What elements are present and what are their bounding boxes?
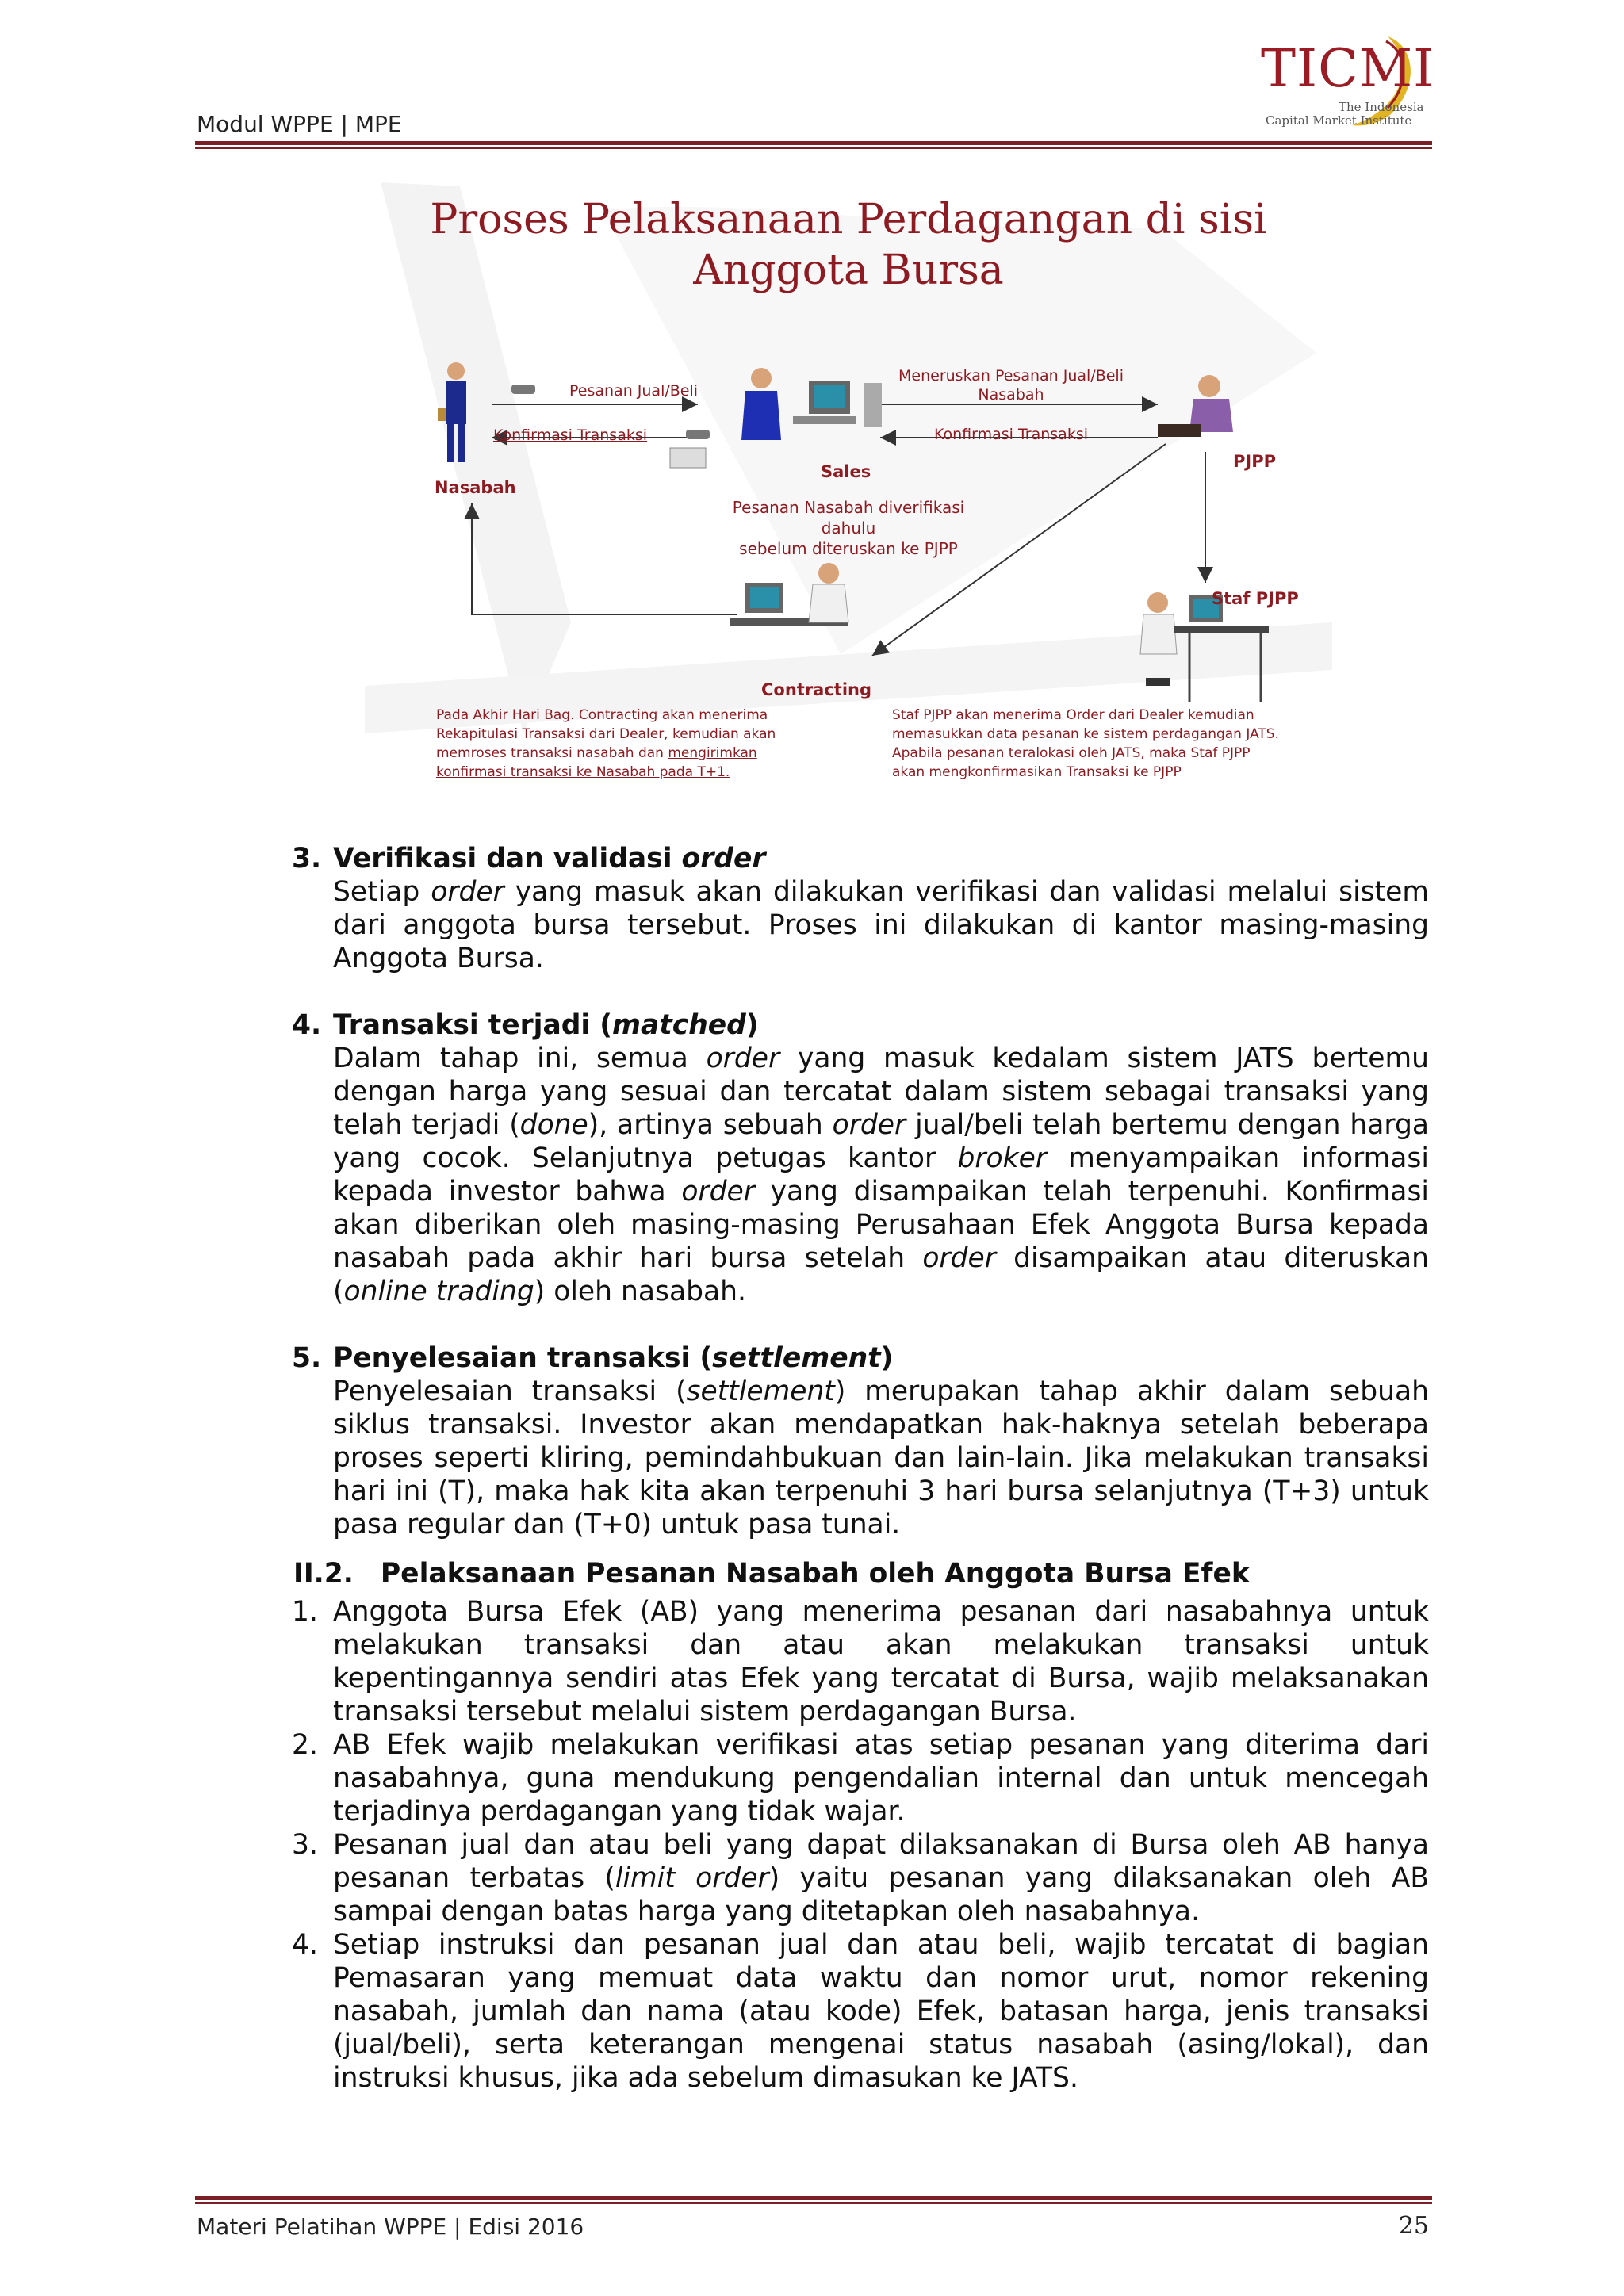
list-number: 1. (292, 1596, 318, 1628)
body-italic: order (706, 1043, 780, 1074)
item-3 (292, 842, 1429, 975)
body-italic: settlement (686, 1376, 835, 1407)
header-rule-thin (195, 147, 1432, 149)
ticmi-logo (1253, 30, 1435, 129)
list-text: Setiap instruksi dan pesanan jual dan atau beli, wajib tercatat di bagian Pemasaran yang memuat data waktu dan nomor urut, nomor rekening nasabah, jumlah dan nama (atau kode) Efek, batasan harga, jenis transaksi (jual/beli), serta keterangan mengenai status nasabah (asing/lokal), dan instruksi khusus, jika ada sebelum dimasukan ke JATS. (333, 1929, 1429, 2094)
item-5 (292, 1341, 1429, 1541)
item-heading-italic: matched (612, 1009, 746, 1041)
note-left-underline: mengirimkan (668, 745, 757, 761)
note-right-line: memasukkan data pesanan ke sistem perdagangan JATS. (892, 726, 1279, 742)
label-pesanan: Pesanan Jual/Beli (569, 382, 699, 400)
body-text: Setiap (333, 876, 431, 908)
note-left-line: memroses transaksi nasabah dan (436, 745, 668, 761)
role-sales: Sales (821, 462, 871, 481)
body-text: disampaikan atau diteruskan ( (333, 1242, 1429, 1307)
list-item (292, 1595, 1429, 1728)
list-number: 2. (292, 1729, 318, 1761)
contracting-person-icon (730, 563, 848, 626)
body-text: yang masuk akan dilakukan verifikasi dan validasi melalui sistem dari anggota bursa tersebut. Proses ini dilakukan di kantor masing-masing Anggota Bursa. (333, 876, 1429, 974)
process-diagram (365, 178, 1332, 813)
note-right-line: Staf PJPP akan menerima Order dari Dealer kemudian (892, 707, 1254, 723)
list-item (292, 1728, 1429, 1828)
verif-line-1: Pesanan Nasabah diverifikasi dahulu (732, 498, 965, 538)
note-left-line: konfirmasi transaksi ke Nasabah pada T+1. (436, 764, 730, 780)
label-meneruskan-1: Meneruskan Pesanan Jual/Beli (898, 367, 1124, 385)
body-italic: order (832, 1109, 906, 1141)
body-text: ) oleh nasabah. (534, 1276, 746, 1307)
item-heading: Verifikasi dan validasi (333, 843, 682, 874)
item-number: 3. (292, 843, 322, 874)
body-italic: order (922, 1242, 996, 1274)
body-text: ), artinya sebuah (588, 1109, 833, 1141)
footer-text: Materi Pelatihan WPPE | Edisi 2016 (197, 2214, 584, 2240)
list-item (292, 1928, 1429, 2095)
page-number: 25 (1398, 2212, 1429, 2240)
diagram-title-line2: Anggota Bursa (693, 247, 1004, 294)
body-italic: broker (957, 1142, 1048, 1174)
section-title: Pelaksanaan Pesanan Nasabah oleh Anggota Bursa Efek (380, 1558, 1250, 1590)
role-staf-pjpp: Staf PJPP (1212, 589, 1299, 608)
list-number: 4. (292, 1929, 318, 1961)
body-text: jual/beli telah bertemu dengan harga yang cocok. Selanjutnya petugas kantor (333, 1109, 1429, 1174)
logo-text: TICMI (1261, 38, 1435, 99)
body-italic: order (681, 1176, 755, 1207)
label-meneruskan-2: Nasabah (978, 386, 1044, 404)
role-contracting: Contracting (761, 680, 872, 699)
role-pjpp: PJPP (1233, 452, 1276, 471)
footer-rule (195, 2196, 1432, 2200)
list-text: AB Efek wajib melakukan verifikasi atas setiap pesanan yang diterima dari nasabahnya, guna mendukung pengendalian internal dan untuk mencegah terjadinya perdagangan yang tidak wajar. (333, 1729, 1429, 1827)
body-italic: order (431, 876, 504, 908)
body-text: Dalam tahap ini, semua (333, 1043, 707, 1074)
note-left-line: Rekapitulasi Transaksi dari Dealer, kemudian akan (436, 726, 776, 742)
verif-line-2: sebelum diteruskan ke PJPP (739, 539, 958, 558)
item-heading: Transaksi terjadi ( (333, 1009, 613, 1041)
item-heading-italic: order (681, 843, 766, 874)
note-right-line: Apabila pesanan teralokasi oleh JATS, maka Staf PJPP (892, 745, 1251, 761)
item-heading: ) (880, 1342, 894, 1374)
body-text: menyampaikan informasi kepada investor bahwa (333, 1142, 1429, 1207)
body-italic: online trading (343, 1276, 534, 1307)
body-text: ) merupakan tahap akhir dalam sebuah siklus transaksi. Investor akan mendapatkan hak-haknya setelah beberapa proses seperti kliring, pemindahbukuan dan lain-lain. Jika melakukan transaksi hari ini (T), maka hak kita akan terpenuhi 3 hari bursa selanjutnya (T+3) untuk pasa regular dan (T+0) untuk pasa tunai. (333, 1376, 1429, 1540)
note-left-line: Pada Akhir Hari Bag. Contracting akan menerima (436, 707, 768, 723)
header-rule (195, 141, 1432, 145)
item-4 (292, 1008, 1430, 1308)
logo-subtitle-2: Capital Market Institute (1266, 113, 1412, 128)
diagram-title-line1: Proses Pelaksanaan Perdagangan di sisi (430, 196, 1267, 243)
section-heading (293, 1557, 1429, 1590)
role-nasabah: Nasabah (435, 478, 516, 497)
body-text: Penyelesaian transaksi ( (333, 1376, 687, 1407)
item-heading: ) (745, 1009, 759, 1041)
body-italic: done (519, 1109, 588, 1141)
footer-rule-thin (195, 2202, 1432, 2204)
note-left (436, 706, 848, 782)
body-text: yang masuk kedalam sistem JATS bertemu dengan harga yang sesuai dan tercatat dalam sistem sebagai transaksi yang telah terjadi ( (333, 1043, 1429, 1141)
list-number: 3. (292, 1829, 318, 1861)
label-konfirmasi-2: Konfirmasi Transaksi (933, 426, 1089, 443)
item-heading-italic: settlement (712, 1342, 881, 1374)
section-number: II.2. (293, 1558, 354, 1590)
item-number: 4. (292, 1009, 322, 1041)
note-right-line: akan mengkonfirmasikan Transaksi ke PJPP (892, 764, 1182, 780)
list-italic: limit order (615, 1862, 769, 1894)
label-konfirmasi: Konfirmasi Transaksi (493, 427, 648, 444)
header-title: Modul WPPE | MPE (197, 111, 402, 137)
list-item (292, 1828, 1429, 1928)
item-heading: Penyelesaian transaksi ( (333, 1342, 713, 1374)
note-right (892, 706, 1336, 782)
item-number: 5. (292, 1342, 322, 1374)
logo-subtitle-1: The Indonesia (1339, 100, 1424, 114)
list-text: Anggota Bursa Efek (AB) yang menerima pesanan dari nasabahnya untuk melakukan transaksi dan atau akan melakukan transaksi untuk kepentingannya sendiri atas Efek yang tercatat di Bursa, wajib melaksanakan transaksi tersebut melalui sistem perdagangan Bursa. (333, 1596, 1429, 1728)
list-text: Pesanan jual dan atau beli yang dapat dilaksanakan di Bursa oleh AB hanya pesanan terbatas ( (333, 1829, 1429, 1894)
body-text: yang disampaikan telah terpenuhi. Konfirmasi akan diberikan oleh masing-masing Perusahaan Efek Anggota Bursa kepada nasabah pada akhir hari bursa setelah (333, 1176, 1430, 1274)
main-content (293, 842, 1429, 2095)
list-text: ) yaitu pesanan yang dilaksanakan oleh AB sampai dengan batas harga yang ditetapkan oleh nasabahnya. (333, 1862, 1429, 1927)
